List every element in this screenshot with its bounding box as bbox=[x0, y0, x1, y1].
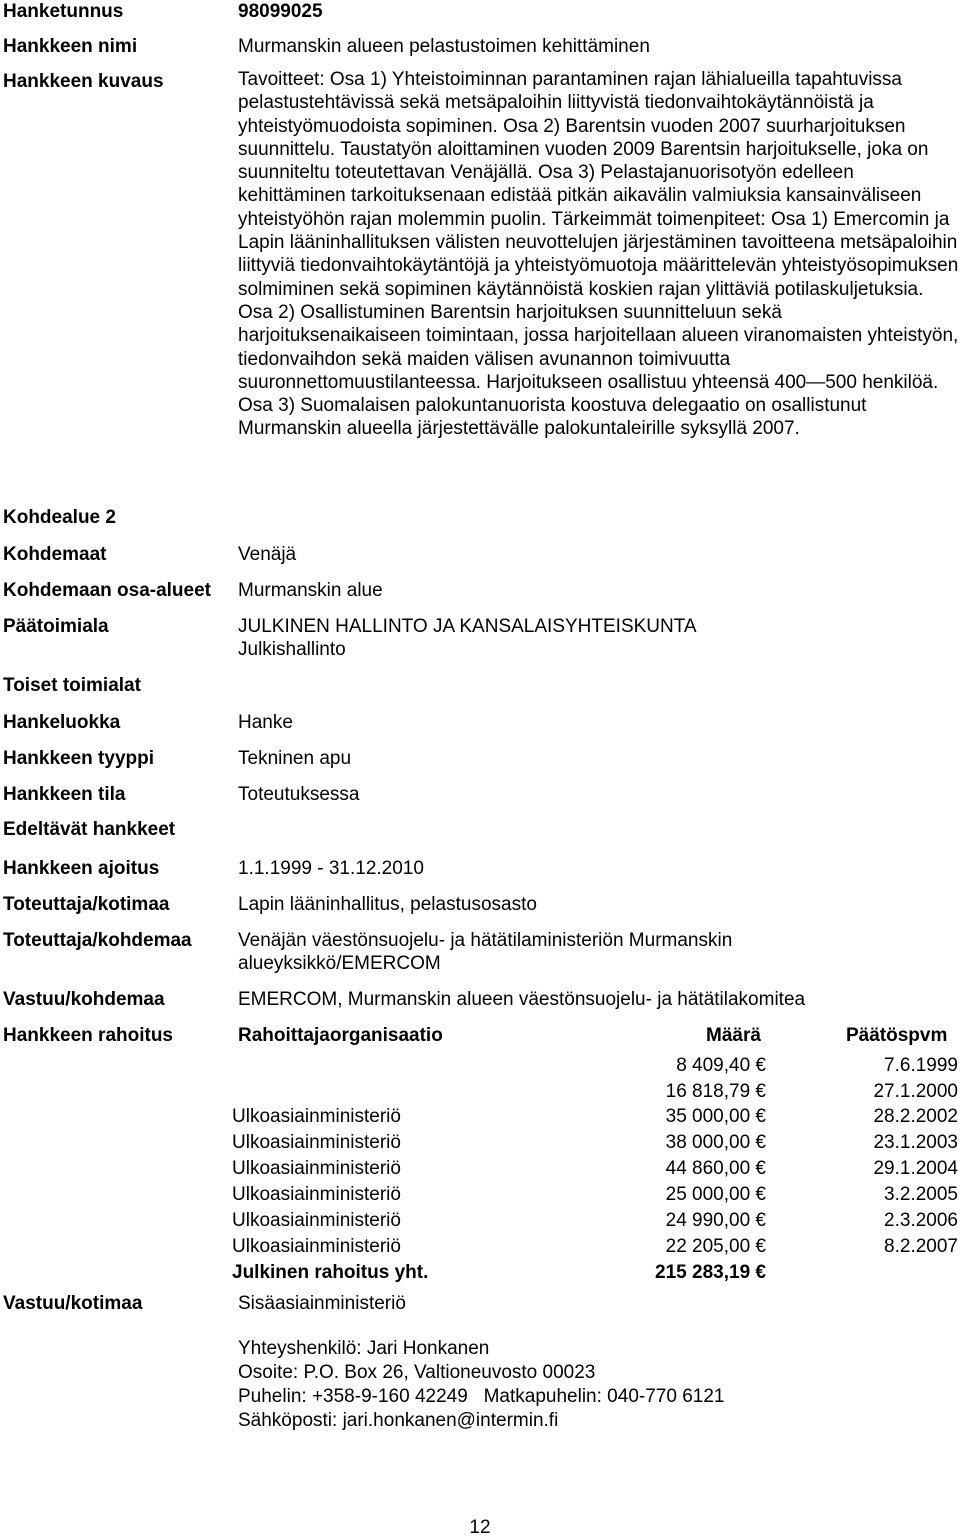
label-hanketunnus: Hanketunnus bbox=[3, 1, 124, 22]
value-hankkeen-tila: Toteutuksessa bbox=[238, 784, 360, 805]
funding-amount: 16 818,79 € bbox=[665, 1081, 766, 1102]
funding-total-label: Julkinen rahoitus yht. bbox=[232, 1262, 429, 1283]
contact-address: Osoite: P.O. Box 26, Valtioneuvosto 00023 bbox=[238, 1362, 596, 1383]
funding-date: 23.1.2003 bbox=[873, 1132, 958, 1153]
label-toteuttaja-kohdemaa: Toteuttaja/kohdemaa bbox=[3, 930, 192, 951]
funding-header-amount: Määrä bbox=[706, 1025, 761, 1046]
funding-date: 27.1.2000 bbox=[873, 1081, 958, 1102]
label-kohdealue: Kohdealue 2 bbox=[3, 507, 116, 528]
contact-phone: Puhelin: +358-9-160 42249 Matkapuhelin: 040-770 6121 bbox=[238, 1386, 725, 1407]
funding-date: 3.2.2005 bbox=[884, 1184, 958, 1205]
label-kohdemaat: Kohdemaat bbox=[3, 544, 107, 565]
funding-amount: 8 409,40 € bbox=[676, 1055, 766, 1076]
value-hankeluokka: Hanke bbox=[238, 712, 293, 733]
funding-org: Ulkoasiainministeriö bbox=[232, 1132, 401, 1153]
label-hankkeen-tila: Hankkeen tila bbox=[3, 784, 126, 805]
label-toteuttaja-kotimaa: Toteuttaja/kotimaa bbox=[3, 894, 170, 915]
funding-org: Ulkoasiainministeriö bbox=[232, 1184, 401, 1205]
label-vastuu-kohdemaa: Vastuu/kohdemaa bbox=[3, 989, 165, 1010]
label-hankkeen-nimi: Hankkeen nimi bbox=[3, 36, 138, 57]
label-hankkeen-kuvaus: Hankkeen kuvaus bbox=[3, 71, 164, 92]
page-number: 12 bbox=[469, 1517, 491, 1538]
value-hankkeen-tyyppi: Tekninen apu bbox=[238, 748, 352, 769]
funding-amount: 38 000,00 € bbox=[665, 1132, 766, 1153]
funding-date: 7.6.1999 bbox=[884, 1055, 958, 1076]
value-toteuttaja-kohdemaa: Venäjän väestönsuojelu- ja hätätilaministeriön Murmanskin bbox=[238, 930, 733, 951]
label-edeltavat-hankkeet: Edeltävät hankkeet bbox=[3, 819, 176, 840]
value-vastuu-kohdemaa: EMERCOM, Murmanskin alueen väestönsuojelu- ja hätätilakomitea bbox=[238, 989, 806, 1010]
contact-person: Yhteyshenkilö: Jari Honkanen bbox=[238, 1338, 490, 1359]
funding-org: Ulkoasiainministeriö bbox=[232, 1106, 401, 1127]
value-toteuttaja-kotimaa: Lapin lääninhallitus, pelastusosasto bbox=[238, 894, 537, 915]
label-hankkeen-tyyppi: Hankkeen tyyppi bbox=[3, 748, 154, 769]
label-toiset-toimialat: Toiset toimialat bbox=[3, 675, 141, 696]
funding-date: 2.3.2006 bbox=[884, 1210, 958, 1231]
value-paatoimiala-sub: Julkishallinto bbox=[238, 639, 346, 660]
contact-email: Sähköposti: jari.honkanen@intermin.fi bbox=[238, 1410, 559, 1431]
funding-org: Ulkoasiainministeriö bbox=[232, 1158, 401, 1179]
value-hanketunnus: 98099025 bbox=[238, 1, 323, 22]
funding-header-org: Rahoittajaorganisaatio bbox=[238, 1025, 443, 1046]
value-kohdemaan-osa-alueet: Murmanskin alue bbox=[238, 580, 383, 601]
label-vastuu-kotimaa: Vastuu/kotimaa bbox=[3, 1293, 143, 1314]
label-paatoimiala: Päätoimiala bbox=[3, 616, 109, 637]
funding-date: 29.1.2004 bbox=[873, 1158, 958, 1179]
value-paatoimiala: JULKINEN HALLINTO JA KANSALAISYHTEISKUNTA bbox=[238, 616, 697, 637]
value-toteuttaja-kohdemaa-sub: alueyksikkö/EMERCOM bbox=[238, 953, 441, 974]
funding-amount: 44 860,00 € bbox=[665, 1158, 766, 1179]
funding-amount: 24 990,00 € bbox=[665, 1210, 766, 1231]
funding-total-amount: 215 283,19 € bbox=[655, 1262, 766, 1283]
funding-org: Ulkoasiainministeriö bbox=[232, 1236, 401, 1257]
label-kohdemaan-osa-alueet: Kohdemaan osa-alueet bbox=[3, 580, 211, 601]
label-hankeluokka: Hankeluokka bbox=[3, 712, 121, 733]
funding-amount: 22 205,00 € bbox=[665, 1236, 766, 1257]
label-hankkeen-ajoitus: Hankkeen ajoitus bbox=[3, 858, 160, 879]
value-hankkeen-ajoitus: 1.1.1999 - 31.12.2010 bbox=[238, 858, 424, 879]
value-hankkeen-kuvaus: Tavoitteet: Osa 1) Yhteistoiminnan parantaminen rajan lähialueilla tapahtuvissa pelastustehtävissä sekä metsäpaloihin liittyvistä tiedonvaihtokäytännöistä ja yhteistyömuodoista sopiminen. Osa 2) Barentsin vuoden 2007 suurharjoituksen suunnittelu. Taustatyön aloittaminen vuoden 2009 Barentsin harjoitukselle, joka on suunniteltu toteutettavan Venäjällä. Osa 3) Pelastajanuorisotyön edelleen kehittäminen tarkoituksenaan edistää pitkän aikavälin valmiuksia kansainväliseen yhteistyöhön rajan molemmin puolin. Tärkeimmät toimenpiteet: Osa 1) Emercomin ja Lapin lääninhallituksen välisten neuvottelujen järjestäminen tavoitteena metsäpaloihin liittyviä tiedonvaihtokäytäntöjä ja yhteistyömuotoja määrittelevän yhteistyösopimuksen solmiminen sekä sopiminen käytännöistä koskien rajan ylittäviä potilaskuljetuksia. Osa 2) Osallistuminen Barentsin harjoituksen suunnitteluun sekä harjoituksenaikaiseen toimintaan, jossa harjoitellaan alueen viranomaisten yhteistyön, tiedonvaihdon sekä maiden välisen avunannon toimivuutta suuronnettomuustilanteessa. Harjoitukseen osallistuu yhteensä 400—500 henkilöä. Osa 3) Suomalaisen palokuntanuorista koostuva delegaatio on osallistunut Murmanskin alueella järjestettävälle palokuntaleirille syksyllä 2007. bbox=[238, 69, 959, 440]
value-kohdemaat: Venäjä bbox=[238, 544, 297, 565]
funding-date: 8.2.2007 bbox=[884, 1236, 958, 1257]
value-vastuu-kotimaa: Sisäasiainministeriö bbox=[238, 1293, 406, 1314]
funding-org: Ulkoasiainministeriö bbox=[232, 1210, 401, 1231]
funding-amount: 35 000,00 € bbox=[665, 1106, 766, 1127]
funding-header-date: Päätöspvm bbox=[846, 1025, 948, 1046]
value-hankkeen-nimi: Murmanskin alueen pelastustoimen kehittäminen bbox=[238, 36, 650, 57]
funding-date: 28.2.2002 bbox=[873, 1106, 958, 1127]
funding-amount: 25 000,00 € bbox=[665, 1184, 766, 1205]
label-hankkeen-rahoitus: Hankkeen rahoitus bbox=[3, 1025, 173, 1046]
